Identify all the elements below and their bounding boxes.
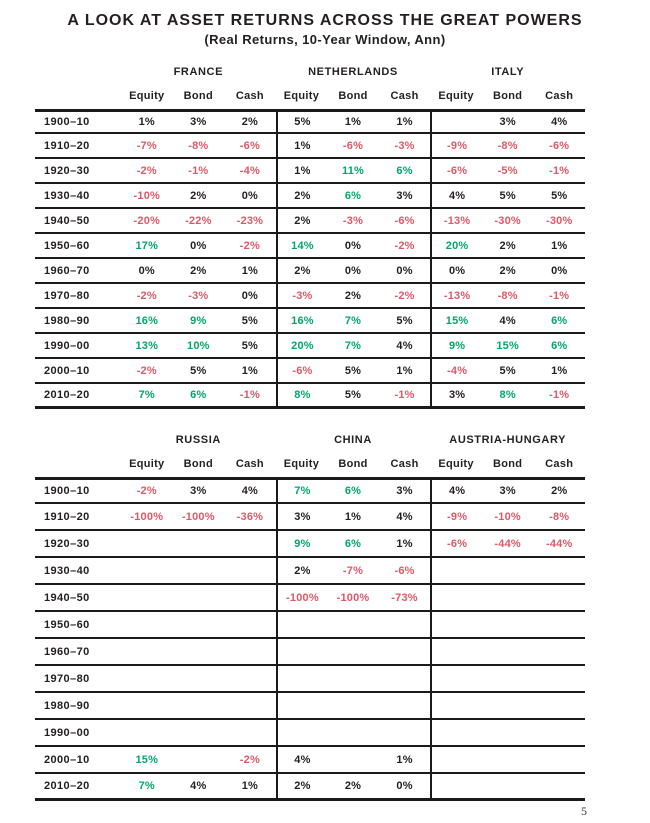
return-cell xyxy=(173,666,225,693)
return-cell: 3% xyxy=(173,477,225,504)
row-label: 1920–30 xyxy=(35,531,121,558)
return-cell: 3% xyxy=(430,384,482,409)
return-cell: 1% xyxy=(276,159,328,184)
return-cell: 1% xyxy=(327,504,379,531)
return-cell: -1% xyxy=(533,384,585,409)
page-title: A LOOK AT ASSET RETURNS ACROSS THE GREAT POWERS xyxy=(67,12,583,29)
column-header: Equity xyxy=(283,90,320,102)
return-cell: -22% xyxy=(173,209,225,234)
return-cell xyxy=(533,693,585,720)
column-header: Equity xyxy=(129,458,165,470)
return-cell xyxy=(327,720,379,747)
return-cell xyxy=(121,612,173,639)
return-cell: -44% xyxy=(533,531,585,558)
return-cell: -2% xyxy=(121,284,173,309)
return-cell xyxy=(533,666,585,693)
country-group-title: FRANCE xyxy=(173,66,224,78)
return-cell: 4% xyxy=(224,477,276,504)
return-cell: -100% xyxy=(173,504,225,531)
return-cell: 4% xyxy=(173,774,225,801)
return-cell: -6% xyxy=(224,134,276,159)
row-label: 1950–60 xyxy=(35,612,121,639)
row-label: 2000–10 xyxy=(35,747,121,774)
table-corner-spacer xyxy=(35,429,121,451)
return-cell: 5% xyxy=(379,309,431,334)
return-cell xyxy=(224,531,276,558)
return-cell xyxy=(430,720,482,747)
return-cell: -3% xyxy=(379,134,431,159)
row-label: 1930–40 xyxy=(35,558,121,585)
return-cell: 4% xyxy=(430,477,482,504)
return-cell: -20% xyxy=(121,209,173,234)
return-cell: -6% xyxy=(276,359,328,384)
return-cell: 5% xyxy=(533,184,585,209)
return-cell: 2% xyxy=(276,558,328,585)
row-label: 1960–70 xyxy=(35,259,121,284)
return-cell xyxy=(430,666,482,693)
return-cell: -1% xyxy=(533,284,585,309)
country-group-title: ITALY xyxy=(491,66,525,78)
return-cell: -2% xyxy=(379,234,431,259)
column-header: Equity xyxy=(129,90,165,102)
return-cell xyxy=(430,693,482,720)
return-cell: -2% xyxy=(121,477,173,504)
country-group-title: CHINA xyxy=(334,434,372,446)
return-cell: 0% xyxy=(430,259,482,284)
return-cell: 8% xyxy=(482,384,534,409)
return-cell: 0% xyxy=(173,234,225,259)
return-cell: 4% xyxy=(430,184,482,209)
column-header: Equity xyxy=(438,90,474,102)
return-cell xyxy=(173,612,225,639)
country-group-title: AUSTRIA-HUNGARY xyxy=(449,434,567,446)
return-cell: 0% xyxy=(533,259,585,284)
return-cell xyxy=(121,558,173,585)
return-cell: 4% xyxy=(533,109,585,134)
return-cell: 1% xyxy=(379,531,431,558)
return-cell: 3% xyxy=(379,184,431,209)
return-cell: -3% xyxy=(276,284,328,309)
return-cell: 2% xyxy=(276,209,328,234)
document-page xyxy=(0,12,650,823)
return-cell: 0% xyxy=(327,234,379,259)
return-cell: 15% xyxy=(482,334,534,359)
return-cell: 1% xyxy=(379,359,431,384)
return-cell: 15% xyxy=(430,309,482,334)
return-cell: 17% xyxy=(121,234,173,259)
return-cell: 6% xyxy=(173,384,225,409)
return-cell: 3% xyxy=(482,477,534,504)
table-corner-spacer xyxy=(35,83,121,105)
return-cell: -7% xyxy=(327,558,379,585)
column-header: Equity xyxy=(283,458,320,470)
return-cell: -5% xyxy=(482,159,534,184)
return-cell: 2% xyxy=(533,477,585,504)
return-cell: 2% xyxy=(327,284,379,309)
return-cell xyxy=(430,585,482,612)
return-cell xyxy=(430,558,482,585)
return-cell: 9% xyxy=(276,531,328,558)
return-cell: 16% xyxy=(121,309,173,334)
return-cell xyxy=(430,612,482,639)
return-cell: -8% xyxy=(482,284,534,309)
return-cell: 6% xyxy=(379,159,431,184)
return-cell: 4% xyxy=(482,309,534,334)
return-cell xyxy=(379,666,431,693)
return-cell: 0% xyxy=(379,259,431,284)
return-cell: -2% xyxy=(379,284,431,309)
return-cell: -73% xyxy=(379,585,431,612)
return-cell: 7% xyxy=(327,334,379,359)
return-cell: -1% xyxy=(533,159,585,184)
return-cell xyxy=(482,639,534,666)
return-cell: -6% xyxy=(327,134,379,159)
returns-table-top xyxy=(35,61,585,409)
row-label: 1990–00 xyxy=(35,334,121,359)
return-cell: 14% xyxy=(276,234,328,259)
return-cell xyxy=(430,639,482,666)
return-cell: -6% xyxy=(379,558,431,585)
return-cell: -9% xyxy=(430,504,482,531)
row-label: 1940–50 xyxy=(35,585,121,612)
return-cell: 1% xyxy=(224,259,276,284)
return-cell: -6% xyxy=(430,159,482,184)
return-cell: 5% xyxy=(276,109,328,134)
return-cell xyxy=(482,693,534,720)
row-label: 1950–60 xyxy=(35,234,121,259)
return-cell: -3% xyxy=(173,284,225,309)
return-cell: -2% xyxy=(121,359,173,384)
return-cell: 0% xyxy=(224,184,276,209)
return-cell: -8% xyxy=(533,504,585,531)
return-cell: -13% xyxy=(430,209,482,234)
return-cell xyxy=(327,612,379,639)
return-cell: 16% xyxy=(276,309,328,334)
return-cell: -36% xyxy=(224,504,276,531)
row-label: 1980–90 xyxy=(35,309,121,334)
return-cell: -10% xyxy=(482,504,534,531)
return-cell: -4% xyxy=(224,159,276,184)
row-label: 1980–90 xyxy=(35,693,121,720)
return-cell: -2% xyxy=(121,159,173,184)
return-cell: 6% xyxy=(327,184,379,209)
return-cell: 2% xyxy=(224,109,276,134)
return-cell: 5% xyxy=(327,384,379,409)
return-cell: -1% xyxy=(173,159,225,184)
return-cell xyxy=(276,612,328,639)
return-cell xyxy=(121,531,173,558)
return-cell xyxy=(482,747,534,774)
return-cell xyxy=(482,774,534,801)
return-cell: -1% xyxy=(224,384,276,409)
return-cell: 6% xyxy=(533,334,585,359)
return-cell: -8% xyxy=(482,134,534,159)
column-header: Equity xyxy=(438,458,474,470)
row-label: 2000–10 xyxy=(35,359,121,384)
page-subtitle: (Real Returns, 10-Year Window, Ann) xyxy=(204,32,446,47)
return-cell: 4% xyxy=(379,334,431,359)
return-cell: 1% xyxy=(121,109,173,134)
return-cell xyxy=(121,639,173,666)
return-cell xyxy=(276,639,328,666)
return-cell: -30% xyxy=(533,209,585,234)
column-header: Cash xyxy=(390,458,419,470)
return-cell: -6% xyxy=(430,531,482,558)
return-cell xyxy=(430,747,482,774)
return-cell: 2% xyxy=(482,259,534,284)
return-cell: 7% xyxy=(121,384,173,409)
return-cell xyxy=(121,693,173,720)
return-cell xyxy=(224,558,276,585)
return-cell: -6% xyxy=(533,134,585,159)
return-cell xyxy=(173,747,225,774)
return-cell: 1% xyxy=(379,109,431,134)
return-cell: 9% xyxy=(173,309,225,334)
return-cell xyxy=(482,585,534,612)
return-cell: -30% xyxy=(482,209,534,234)
return-cell xyxy=(482,666,534,693)
return-cell xyxy=(533,558,585,585)
return-cell xyxy=(173,693,225,720)
return-cell xyxy=(276,693,328,720)
return-cell xyxy=(121,585,173,612)
return-cell: 1% xyxy=(276,134,328,159)
return-cell xyxy=(173,720,225,747)
column-header: Cash xyxy=(235,90,264,102)
return-cell xyxy=(224,612,276,639)
return-cell xyxy=(173,558,225,585)
return-cell: -2% xyxy=(224,747,276,774)
return-cell: 6% xyxy=(533,309,585,334)
return-cell: 10% xyxy=(173,334,225,359)
return-cell: -100% xyxy=(121,504,173,531)
return-cell: 5% xyxy=(224,334,276,359)
table-corner-spacer xyxy=(35,61,121,83)
row-label: 1970–80 xyxy=(35,666,121,693)
return-cell: 5% xyxy=(482,184,534,209)
return-cell: 0% xyxy=(224,284,276,309)
return-cell: 11% xyxy=(327,159,379,184)
return-cell xyxy=(430,109,482,134)
return-cell xyxy=(224,693,276,720)
return-cell xyxy=(482,720,534,747)
page-number: 5 xyxy=(581,804,587,818)
return-cell xyxy=(482,558,534,585)
return-cell: 0% xyxy=(379,774,431,801)
column-header: Bond xyxy=(183,90,213,102)
column-header: Cash xyxy=(545,458,574,470)
column-header: Bond xyxy=(338,90,368,102)
return-cell: 5% xyxy=(173,359,225,384)
row-label: 2010–20 xyxy=(35,384,121,409)
return-cell: -13% xyxy=(430,284,482,309)
return-cell xyxy=(379,720,431,747)
return-cell xyxy=(173,639,225,666)
row-label: 1990–00 xyxy=(35,720,121,747)
return-cell: 8% xyxy=(276,384,328,409)
return-cell: 7% xyxy=(327,309,379,334)
return-cell xyxy=(533,612,585,639)
returns-table-bottom xyxy=(35,429,585,801)
column-header: Cash xyxy=(390,90,419,102)
return-cell xyxy=(173,585,225,612)
return-cell: -10% xyxy=(121,184,173,209)
column-header: Cash xyxy=(545,90,574,102)
column-header: Bond xyxy=(493,458,523,470)
row-label: 1910–20 xyxy=(35,134,121,159)
return-cell: -8% xyxy=(173,134,225,159)
return-cell: 4% xyxy=(276,747,328,774)
return-cell: 0% xyxy=(327,259,379,284)
return-cell xyxy=(121,720,173,747)
return-cell: -2% xyxy=(224,234,276,259)
return-cell: -100% xyxy=(276,585,328,612)
return-cell: -9% xyxy=(430,134,482,159)
return-cell: 1% xyxy=(327,109,379,134)
return-cell: 7% xyxy=(121,774,173,801)
return-cell xyxy=(327,666,379,693)
return-cell: 2% xyxy=(276,259,328,284)
column-header: Cash xyxy=(235,458,264,470)
return-cell: 20% xyxy=(276,334,328,359)
row-label: 1970–80 xyxy=(35,284,121,309)
country-group-title: RUSSIA xyxy=(175,434,221,446)
return-cell xyxy=(533,747,585,774)
return-cell: -7% xyxy=(121,134,173,159)
return-cell xyxy=(533,639,585,666)
return-cell: 6% xyxy=(327,531,379,558)
return-cell: -4% xyxy=(430,359,482,384)
return-cell: 2% xyxy=(276,184,328,209)
return-cell xyxy=(276,666,328,693)
return-cell: 3% xyxy=(482,109,534,134)
return-cell: -6% xyxy=(379,209,431,234)
return-cell xyxy=(533,774,585,801)
return-cell xyxy=(276,720,328,747)
return-cell: 7% xyxy=(276,477,328,504)
return-cell xyxy=(379,693,431,720)
return-cell: 1% xyxy=(533,234,585,259)
row-label: 1920–30 xyxy=(35,159,121,184)
return-cell: 1% xyxy=(224,359,276,384)
return-cell: 15% xyxy=(121,747,173,774)
column-header: Bond xyxy=(183,458,213,470)
return-cell: 5% xyxy=(327,359,379,384)
return-cell xyxy=(121,666,173,693)
return-cell: 2% xyxy=(173,184,225,209)
return-cell: 2% xyxy=(173,259,225,284)
return-cell: 3% xyxy=(276,504,328,531)
row-label: 1900–10 xyxy=(35,109,121,134)
return-cell: -23% xyxy=(224,209,276,234)
return-cell: 5% xyxy=(224,309,276,334)
return-cell: 20% xyxy=(430,234,482,259)
return-cell xyxy=(379,639,431,666)
return-cell xyxy=(327,693,379,720)
return-cell: 6% xyxy=(327,477,379,504)
return-cell: 0% xyxy=(121,259,173,284)
return-cell xyxy=(533,720,585,747)
return-cell: 2% xyxy=(276,774,328,801)
return-cell: 5% xyxy=(482,359,534,384)
return-cell: 3% xyxy=(379,477,431,504)
country-group-title: NETHERLANDS xyxy=(308,66,398,78)
return-cell xyxy=(327,747,379,774)
return-cell xyxy=(224,585,276,612)
return-cell: -3% xyxy=(327,209,379,234)
return-cell: 2% xyxy=(327,774,379,801)
return-cell xyxy=(482,612,534,639)
return-cell: 13% xyxy=(121,334,173,359)
row-label: 1960–70 xyxy=(35,639,121,666)
row-label: 1940–50 xyxy=(35,209,121,234)
return-cell: -44% xyxy=(482,531,534,558)
return-cell xyxy=(224,639,276,666)
row-label: 1930–40 xyxy=(35,184,121,209)
return-cell xyxy=(173,531,225,558)
return-cell: 1% xyxy=(379,747,431,774)
table-corner-spacer xyxy=(35,451,121,473)
return-cell: -1% xyxy=(379,384,431,409)
return-cell xyxy=(379,612,431,639)
return-cell xyxy=(327,639,379,666)
return-cell: 2% xyxy=(482,234,534,259)
return-cell: 4% xyxy=(379,504,431,531)
return-cell xyxy=(224,666,276,693)
return-cell: 9% xyxy=(430,334,482,359)
column-header: Bond xyxy=(338,458,368,470)
column-header: Bond xyxy=(493,90,523,102)
return-cell: -100% xyxy=(327,585,379,612)
return-cell xyxy=(533,585,585,612)
return-cell xyxy=(430,774,482,801)
return-cell: 1% xyxy=(533,359,585,384)
row-label: 2010–20 xyxy=(35,774,121,801)
row-label: 1900–10 xyxy=(35,477,121,504)
return-cell: 1% xyxy=(224,774,276,801)
return-cell xyxy=(224,720,276,747)
row-label: 1910–20 xyxy=(35,504,121,531)
return-cell: 3% xyxy=(173,109,225,134)
